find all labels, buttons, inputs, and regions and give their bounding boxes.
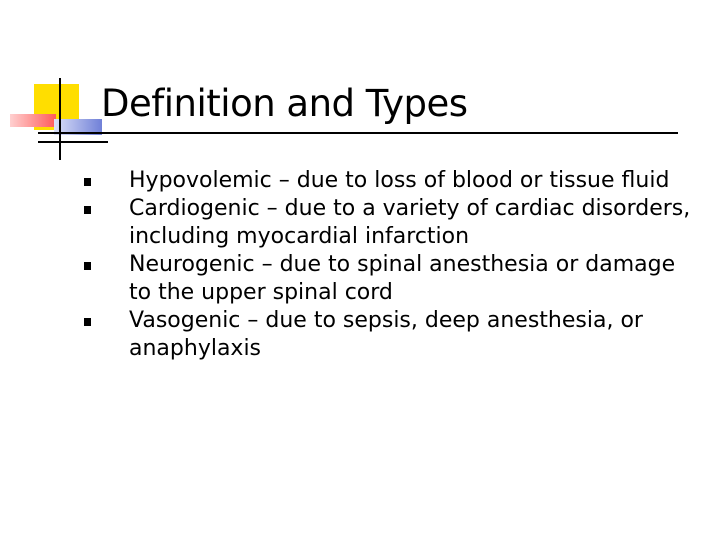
square-bullet-icon <box>84 318 91 326</box>
list-item <box>84 195 694 251</box>
short-horizontal-line <box>38 141 108 143</box>
square-bullet-icon <box>84 178 91 186</box>
vertical-line <box>59 78 61 160</box>
list-item <box>84 251 694 307</box>
title-decoration <box>0 0 110 170</box>
bullet-text: Hypovolemic – due to loss of blood or tissue fluid <box>129 168 670 193</box>
bullet-list <box>84 167 694 363</box>
list-item <box>84 307 694 363</box>
bullet-text: Neurogenic – due to spinal anesthesia or damage to the upper spinal cord <box>129 252 676 305</box>
red-bar <box>10 114 56 127</box>
bullet-text: Vasogenic – due to sepsis, deep anesthesia, or anaphylaxis <box>129 308 643 361</box>
title-underline <box>38 132 678 134</box>
square-bullet-icon <box>84 262 91 270</box>
slide-title: Definition and Types <box>101 82 468 125</box>
square-bullet-icon <box>84 206 91 214</box>
bullet-text: Cardiogenic – due to a variety of cardiac disorders, including myocardial infarction <box>129 196 691 249</box>
list-item <box>84 167 694 195</box>
